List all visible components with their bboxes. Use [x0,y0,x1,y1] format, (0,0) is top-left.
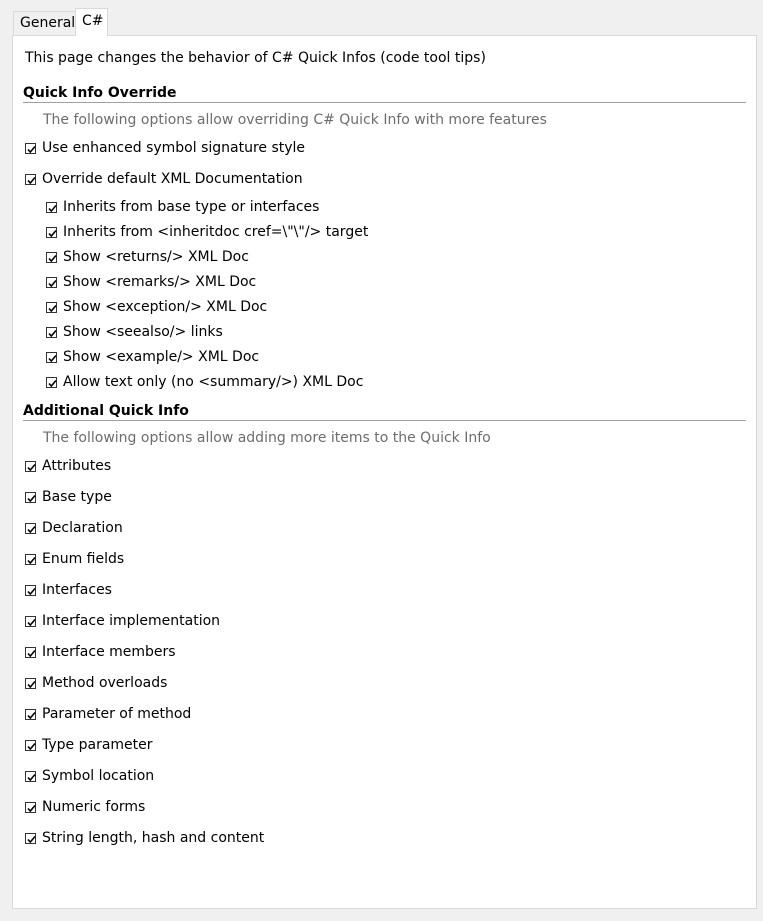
checkbox-box[interactable] [46,377,57,388]
section-divider-override [23,102,746,103]
checkbox-box[interactable] [25,771,36,782]
checkbox-box[interactable] [25,678,36,689]
checkbox-base-type[interactable] [25,489,112,505]
checkbox-label: Type parameter [42,737,153,753]
checkbox-label: Declaration [42,520,123,536]
checkbox-enum-fields[interactable] [25,551,124,567]
checkbox-attributes[interactable] [25,458,111,474]
section-title-override: Quick Info Override [23,85,177,101]
checkbox-box[interactable] [25,833,36,844]
tab-general[interactable]: General [13,11,76,35]
checkbox-enhanced-signature-box[interactable] [25,143,36,154]
checkbox-box[interactable] [25,492,36,503]
checkbox-label: Override default XML Documentation [42,171,303,187]
checkbox-label: Interfaces [42,582,112,598]
checkbox-label: Inherits from <inheritdoc cref=\"\"/> target [63,224,369,240]
checkbox-box[interactable] [25,802,36,813]
tab-csharp[interactable]: C# [75,8,108,36]
checkbox-label: Inherits from base type or interfaces [63,199,320,215]
section-divider-additional [23,420,746,421]
checkbox-show-returns[interactable] [46,249,249,265]
checkbox-allow-text-only[interactable] [46,374,363,390]
checkbox-interfaces[interactable] [25,582,112,598]
checkbox-label: Use enhanced symbol signature style [42,140,306,156]
checkbox-label: Show <exception/> XML Doc [63,299,268,315]
checkbox-type-parameter[interactable] [25,737,153,753]
section-description-override: The following options allow overriding C# Quick Info with more features [43,112,547,128]
checkbox-box[interactable] [46,252,57,263]
checkbox-interface-members[interactable] [25,644,176,660]
checkbox-label: Numeric forms [42,799,146,815]
checkbox-override-xml[interactable] [25,171,303,187]
checkbox-show-example[interactable] [46,349,259,365]
checkbox-label: Show <returns/> XML Doc [63,249,249,265]
checkbox-box[interactable] [25,616,36,627]
checkbox-declaration[interactable] [25,520,123,536]
checkbox-override-xml-box[interactable] [25,174,36,185]
checkbox-symbol-location[interactable] [25,768,154,784]
options-panel [12,35,757,909]
checkbox-box[interactable] [25,554,36,565]
checkbox-box[interactable] [25,647,36,658]
checkbox-box[interactable] [46,277,57,288]
checkbox-enhanced-signature[interactable] [25,140,305,156]
checkbox-label: Base type [42,489,112,505]
checkbox-show-remarks[interactable] [46,274,256,290]
checkbox-box[interactable] [46,352,57,363]
checkbox-box[interactable] [25,709,36,720]
checkbox-show-exception[interactable] [46,299,267,315]
checkbox-method-overloads[interactable] [25,675,167,691]
checkbox-label: Enum fields [42,551,125,567]
checkbox-box[interactable] [46,227,57,238]
checkbox-label: Interface members [42,644,176,660]
checkbox-label: Show <seealso/> links [63,324,223,340]
checkbox-interface-implementation[interactable] [25,613,220,629]
checkbox-box[interactable] [25,740,36,751]
checkbox-box[interactable] [46,327,57,338]
checkbox-inheritdoc[interactable] [46,224,368,240]
checkbox-label: Show <example/> XML Doc [63,349,260,365]
intro-text: This page changes the behavior of C# Quick Infos (code tool tips) [25,50,486,66]
checkbox-box[interactable] [25,585,36,596]
section-title-additional: Additional Quick Info [23,403,189,419]
checkbox-string-length[interactable] [25,830,264,846]
checkbox-parameter-of-method[interactable] [25,706,191,722]
checkbox-box[interactable] [46,302,57,313]
checkbox-box[interactable] [25,461,36,472]
checkbox-label: Allow text only (no <summary/>) XML Doc [63,374,364,390]
checkbox-label: String length, hash and content [42,830,265,846]
checkbox-label: Method overloads [42,675,168,691]
checkbox-box[interactable] [46,202,57,213]
checkbox-label: Interface implementation [42,613,221,629]
checkbox-show-seealso[interactable] [46,324,223,340]
checkbox-numeric-forms[interactable] [25,799,145,815]
checkbox-inherits-base[interactable] [46,199,319,215]
checkbox-label: Attributes [42,458,112,474]
checkbox-label: Show <remarks/> XML Doc [63,274,257,290]
section-description-additional: The following options allow adding more items to the Quick Info [43,430,491,446]
checkbox-box[interactable] [25,523,36,534]
checkbox-label: Symbol location [42,768,155,784]
checkbox-label: Parameter of method [42,706,192,722]
